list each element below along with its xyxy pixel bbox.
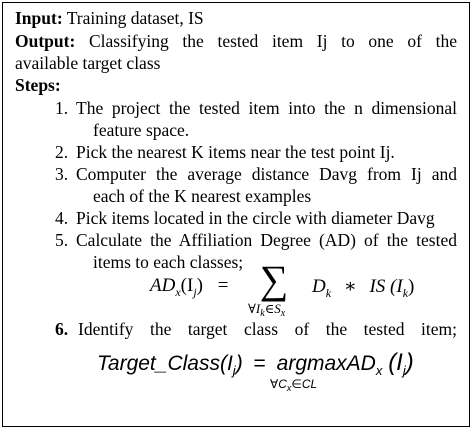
step-2-number: 2. xyxy=(55,142,69,162)
step-5-number: 5. xyxy=(55,230,69,250)
output-line-2: available target class xyxy=(15,53,161,73)
step-2-text: Pick the nearest K items near the test point Ij. xyxy=(76,142,395,162)
formula-ad-lhs: $AD_x(I_j)$ = xyxy=(150,275,229,299)
step-1-text: The project the tested item into the n dimensional xyxy=(76,98,457,118)
input-label: Input: xyxy=(15,8,63,28)
step-5-text-2: items to each classes; xyxy=(93,252,244,272)
steps-label: Steps: xyxy=(15,75,61,95)
step-3-text-2: each of the K nearest examples xyxy=(93,186,312,206)
input-text: Training dataset, IS xyxy=(66,8,204,28)
formula-ad-sum-under: $\forall I_k\in S_x$ xyxy=(248,301,286,319)
output-line-1 xyxy=(15,31,457,51)
step-6-number: 6. xyxy=(55,319,69,339)
sigma-symbol: ∑ xyxy=(259,257,289,302)
step-3-text: Computer the average distance Davg from Ij and xyxy=(76,164,457,184)
output-text-1: Classifying the tested item Ij to one of the xyxy=(88,31,457,51)
formula-ad-rhs: $D_k$ ∗ IS $(I_k)$ xyxy=(312,276,415,300)
step-6-text: Identify the target class of the tested item; xyxy=(78,319,457,339)
step-4-number: 4. xyxy=(55,208,69,228)
formula-target-under: $\forall C_x\in CL$ xyxy=(270,377,318,393)
step-5-text: Calculate the Affiliation Degree (AD) of the tested xyxy=(76,230,457,250)
formula-target: $Target\_Class(I_j)$ = argmaxAD$_x$ $(I_j)$ xyxy=(97,349,414,378)
step-1-number: 1. xyxy=(55,98,69,118)
step-1-text-2: feature space. xyxy=(93,120,190,140)
input-line xyxy=(15,8,204,28)
step-4-text: Pick items located in the circle with diameter Davg xyxy=(76,208,435,228)
formula-ad-sum xyxy=(244,257,304,302)
output-label: Output: xyxy=(15,31,76,51)
step-3-number: 3. xyxy=(55,164,69,184)
